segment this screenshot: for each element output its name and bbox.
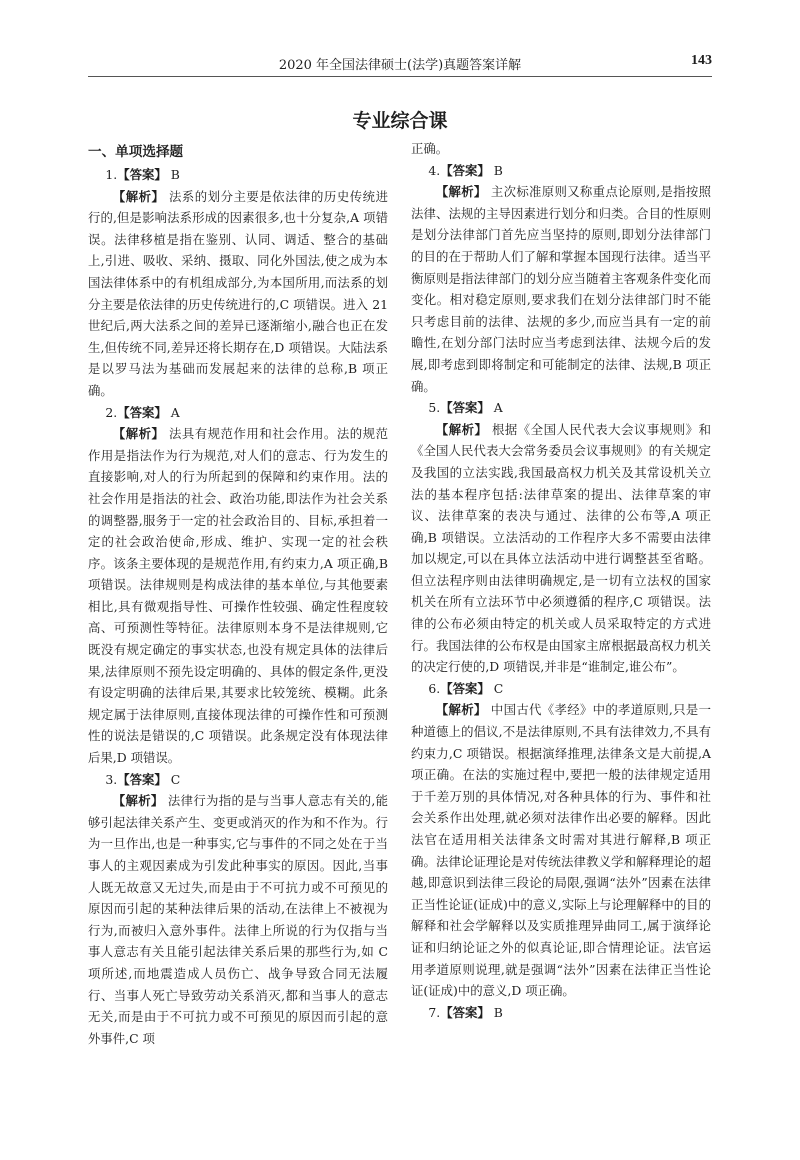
- answer-label: 【答案】: [117, 167, 167, 182]
- analysis-label: 【解析】: [435, 421, 488, 437]
- analysis-label: 【解析】: [435, 702, 487, 718]
- q3-analysis: [88, 790, 388, 1049]
- answer-label: 【答案】: [440, 400, 490, 416]
- analysis-label: 【解析】: [112, 188, 165, 204]
- question-number: 1.: [105, 167, 118, 182]
- q2-analysis: [88, 423, 388, 769]
- right-column: [411, 138, 711, 1023]
- analysis-text: 中国古代《孝经》中的孝道原则,只是一种道德上的倡议,不是法律原则,不具有法律效力,不具有约束力,C 项错误。根据演绎推理,法律条文是大前提,A 项正确。在法的实施过程中,要把一般的法律规定适用于千差万别的具体情况,对各种具体的行为、事件和社会关系作出处理,就必须对法律作出必要的解释。因此法官在适用相关法律条文时需对其进行解释,B 项正确。法律论证理论是对传统法律教义学和解释理论的超越,即意识到法律三段论的局限,强调“法外”因素在法律正当性论证(证成)中的意义,实际上与论理解释中的目的解释和社会学解释以及实质推理异曲同工,属于演绎论证和归纳论证之外的似真论证,即合情理论证。法官运用孝道原则说理,就是强调“法外”因素在法律正当性论证(证成)中的意义,D 项正确。: [411, 702, 711, 999]
- analysis-label: 【解析】: [112, 793, 164, 809]
- analysis-label: 【解析】: [435, 184, 487, 200]
- q7-answer-line: [411, 1002, 711, 1024]
- page-number: 143: [691, 53, 712, 68]
- q1-analysis: [88, 186, 388, 402]
- answer-value: A: [170, 404, 180, 420]
- answer-value: B: [493, 162, 503, 178]
- question-number: 2.: [105, 404, 118, 420]
- q5-analysis: [411, 419, 711, 678]
- answer-label: 【答案】: [440, 1004, 490, 1020]
- answer-label: 【答案】: [117, 404, 167, 420]
- question-number: 3.: [105, 771, 118, 787]
- question-number: 7.: [428, 1004, 441, 1020]
- answer-label: 【答案】: [440, 680, 490, 696]
- q3-answer-line: [88, 769, 388, 791]
- question-number: 4.: [428, 162, 441, 178]
- question-number: 6.: [428, 680, 441, 696]
- answer-label: 【答案】: [440, 162, 490, 178]
- analysis-text: 根据《全国人民代表大会议事规则》和《全国人民代表大会常务委员会议事规则》的有关规定及我国的立法实践,我国最高权力机关及其常设机关立法的基本程序包括:法律草案的提出、法律草案的审议、法律草案的表决与通过、法律的公布等,A 项正确,B 项错误。立法活动的工作程序大多不需要由法律加以规定,可以在具体立法活动中进行调整甚至省略。但立法程序则由法律明确规定,是一切有立法权的国家机关在所有立法环节中必须遵循的程序,C 项错误。法律的公布必须由特定的机关或人员采取特定的方式进行。我国法律的公布权是由国家主席根据最高权力机关的决定行使的,D 项错误,并非是“谁制定,谁公布”。: [411, 421, 711, 675]
- analysis-text: 法律行为指的是与当事人意志有关的,能够引起法律关系产生、变更或消灭的作为和不作为。行为一旦作出,也是一种事实,它与事件的不同之处在于当事人的主观因素成为引发此种事实的原因。因此,当事人既无故意又无过失,而是由于不可抗力或不可预见的原因而引起的某种法律后果的活动,在法律上不被视为行为,而被归入意外事件。法律上所说的行为仅指与当事人意志有关且能引起法律关系后果的那些行为,如 C 项所述,而地震造成人员伤亡、战争导致合同无法履行、当事人死亡导致劳动关系消灭,都和当事人的意志无关,而是由于不可抗力或不可预见的原因而引起的意外事件,C 项: [88, 793, 388, 1046]
- question-number: 5.: [428, 400, 441, 416]
- answer-value: B: [493, 1004, 503, 1020]
- header-title: 2020 年全国法律硕士(法学)真题答案详解: [278, 58, 522, 73]
- q5-answer-line: [411, 397, 711, 419]
- analysis-label: 【解析】: [112, 426, 165, 442]
- analysis-text: 主次标准原则又称重点论原则,是指按照法律、法规的主导因素进行划分和归类。合目的性原则是划分法律部门首先应当坚持的原则,即划分法律部门的目的在于帮助人们了解和掌握本国现行法律。适当平衡原则是指法律部门的划分应当随着主客观条件变化而变化。相对稳定原则,要求我们在划分法律部门时不能只考虑目前的法律、法规的多少,而应当具有一定的前瞻性,在划分部门法时应当考虑到法律、法规今后的发展,即考虑到即将制定和可能制定的法律、法规,B 项正确。: [411, 184, 711, 394]
- q6-answer-line: [411, 678, 711, 700]
- answer-value: A: [493, 400, 503, 416]
- q4-answer-line: [411, 160, 711, 182]
- running-header: [88, 52, 712, 77]
- analysis-text: 法具有规范作用和社会作用。法的规范作用是指法作为行为规范,对人们的意志、行为发生的直接影响,对人的行为所起到的保障和约束作用。法的社会作用是指法的社会、政治功能,即法作为社会关系的调整器,服务于一定的社会政治目的、目标,承担着一定的社会政治使命,形成、维护、实现一定的社会秩序。该条主要体现的是规范作用,有约束力,A 项正确,B 项错误。法律规则是构成法律的基本单位,与其他要素相比,具有微观指导性、可操作性较强、确定性程度较高、可预测性等特征。法律原则本身不是法律规则,它既没有规定确定的事实状态,也没有规定具体的法律后果,法律原则不预先设定明确的、具体的假定条件,更没有设定明确的法律后果,其要求比较笼统、模糊。此条规定属于法律原则,直接体现法律的可操作性和可预测性的说法是错误的,C 项错误。此条规定没有体现法律后果,D 项错误。: [88, 426, 388, 766]
- section-heading: 一、单项选择题: [88, 144, 184, 160]
- answer-value: C: [170, 771, 181, 787]
- q3-analysis-continued: 正确。: [411, 141, 449, 156]
- answer-value: C: [493, 680, 504, 696]
- section-title: 专业综合课: [352, 110, 448, 132]
- analysis-text: 法系的划分主要是依法律的历史传统进行的,但是影响法系形成的因素很多,也十分复杂,A 项错误。法律移植是指在鉴别、认同、调适、整合的基础上,引进、吸收、采纳、摄取、同化外国法,使之成为本国法律体系中的有机组成部分,为本国所用,而法系的划分主要是依法律的历史传统进行的,C 项错误。进入 21 世纪后,两大法系之间的差异已逐渐缩小,融合也正在发生,但传统不同,差异还将长期存在,D 项错误。大陆法系是以罗马法为基础而发展起来的法律的总称,B 项正确。: [88, 188, 388, 398]
- q2-answer-line: [88, 402, 388, 424]
- left-column: [88, 140, 388, 1049]
- answer-label: 【答案】: [117, 771, 167, 787]
- q6-analysis: [411, 699, 711, 1001]
- q1-answer-line: [88, 164, 388, 186]
- answer-value: B: [170, 167, 180, 182]
- q4-analysis: [411, 181, 711, 397]
